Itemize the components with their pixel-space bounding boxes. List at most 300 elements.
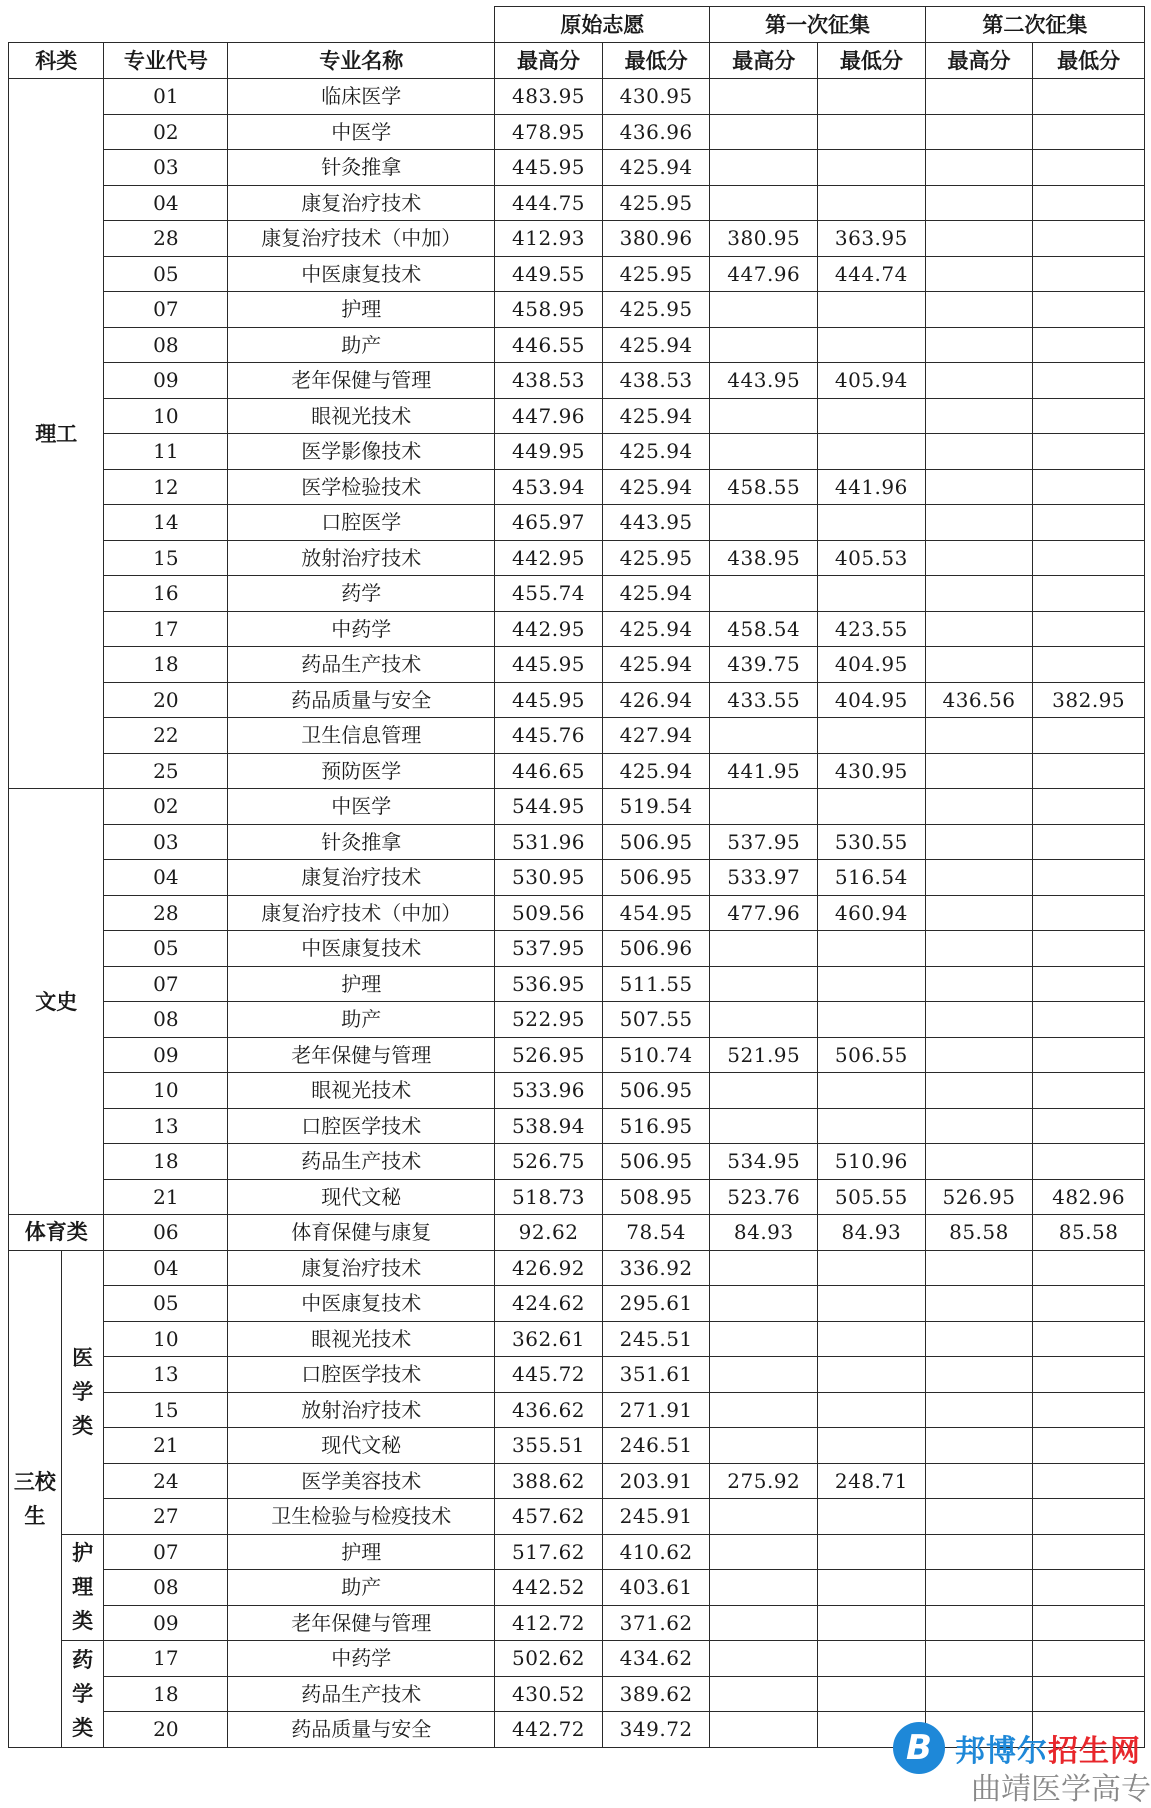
major-code-cell: 27 bbox=[104, 1499, 228, 1535]
score-cell: 295.61 bbox=[602, 1286, 710, 1322]
score-cell: 389.62 bbox=[602, 1676, 710, 1712]
score-cell bbox=[1033, 1641, 1145, 1677]
table-row bbox=[9, 1073, 1145, 1109]
header-group-original: 原始志愿 bbox=[495, 7, 710, 43]
score-cell bbox=[818, 1286, 926, 1322]
score-cell: 388.62 bbox=[495, 1463, 603, 1499]
major-name-cell: 中医康复技术 bbox=[228, 931, 495, 967]
table-row bbox=[9, 1250, 1145, 1286]
score-cell: 443.95 bbox=[710, 363, 818, 399]
score-cell bbox=[818, 1108, 926, 1144]
score-cell: 453.94 bbox=[495, 469, 603, 505]
score-cell: 403.61 bbox=[602, 1570, 710, 1606]
score-cell bbox=[1033, 434, 1145, 470]
score-cell bbox=[925, 895, 1033, 931]
score-cell: 363.95 bbox=[818, 221, 926, 257]
score-cell bbox=[710, 1428, 818, 1464]
score-cell bbox=[925, 647, 1033, 683]
score-cell: 447.96 bbox=[710, 256, 818, 292]
score-cell bbox=[925, 1250, 1033, 1286]
score-cell bbox=[710, 1499, 818, 1535]
score-cell: 433.55 bbox=[710, 682, 818, 718]
score-cell bbox=[710, 1002, 818, 1038]
major-name-cell: 老年保健与管理 bbox=[228, 1037, 495, 1073]
table-row bbox=[9, 1037, 1145, 1073]
header-min: 最低分 bbox=[818, 43, 926, 79]
major-name-cell: 针灸推拿 bbox=[228, 824, 495, 860]
score-cell bbox=[818, 1570, 926, 1606]
score-cell bbox=[710, 1392, 818, 1428]
score-cell bbox=[925, 966, 1033, 1002]
score-cell bbox=[1033, 1676, 1145, 1712]
score-cell bbox=[1033, 114, 1145, 150]
score-cell: 84.93 bbox=[710, 1215, 818, 1251]
score-cell bbox=[1033, 1357, 1145, 1393]
major-code-cell: 13 bbox=[104, 1357, 228, 1393]
table-row bbox=[9, 789, 1145, 825]
score-cell: 425.94 bbox=[602, 753, 710, 789]
score-cell bbox=[710, 185, 818, 221]
header-row-columns bbox=[9, 43, 1145, 79]
score-cell: 425.94 bbox=[602, 434, 710, 470]
header-min: 最低分 bbox=[1033, 43, 1145, 79]
score-cell: 522.95 bbox=[495, 1002, 603, 1038]
score-cell: 404.95 bbox=[818, 647, 926, 683]
score-cell: 447.96 bbox=[495, 398, 603, 434]
major-code-cell: 08 bbox=[104, 1002, 228, 1038]
score-cell bbox=[710, 1321, 818, 1357]
table-row bbox=[9, 505, 1145, 541]
score-cell bbox=[925, 540, 1033, 576]
major-code-cell: 24 bbox=[104, 1463, 228, 1499]
score-cell: 412.93 bbox=[495, 221, 603, 257]
score-cell: 531.96 bbox=[495, 824, 603, 860]
major-name-cell: 医学美容技术 bbox=[228, 1463, 495, 1499]
score-cell: 92.62 bbox=[495, 1215, 603, 1251]
major-code-cell: 02 bbox=[104, 789, 228, 825]
score-cell: 506.96 bbox=[602, 931, 710, 967]
major-code-cell: 07 bbox=[104, 966, 228, 1002]
score-cell bbox=[1033, 1605, 1145, 1641]
major-name-cell: 现代文秘 bbox=[228, 1179, 495, 1215]
score-cell bbox=[818, 185, 926, 221]
score-cell: 544.95 bbox=[495, 789, 603, 825]
score-cell bbox=[925, 1002, 1033, 1038]
score-cell bbox=[710, 966, 818, 1002]
major-name-cell: 医学影像技术 bbox=[228, 434, 495, 470]
major-code-cell: 12 bbox=[104, 469, 228, 505]
score-cell bbox=[818, 1605, 926, 1641]
table-row bbox=[9, 860, 1145, 896]
major-code-cell: 20 bbox=[104, 682, 228, 718]
score-cell: 523.76 bbox=[710, 1179, 818, 1215]
score-cell: 446.55 bbox=[495, 327, 603, 363]
score-cell: 245.51 bbox=[602, 1321, 710, 1357]
score-cell bbox=[925, 1392, 1033, 1428]
score-cell bbox=[925, 1286, 1033, 1322]
site-logo-icon: B bbox=[893, 1722, 945, 1774]
header-max: 最高分 bbox=[495, 43, 603, 79]
score-cell: 445.95 bbox=[495, 682, 603, 718]
score-cell: 533.96 bbox=[495, 1073, 603, 1109]
major-code-cell: 01 bbox=[104, 79, 228, 115]
score-cell: 336.92 bbox=[602, 1250, 710, 1286]
score-cell: 506.95 bbox=[602, 1144, 710, 1180]
score-cell: 445.95 bbox=[495, 150, 603, 186]
score-cell: 511.55 bbox=[602, 966, 710, 1002]
subgroup-cell: 医学类 bbox=[61, 1250, 104, 1534]
table-row bbox=[9, 1108, 1145, 1144]
score-cell bbox=[1033, 1002, 1145, 1038]
score-cell bbox=[1033, 1570, 1145, 1606]
table-row bbox=[9, 1605, 1145, 1641]
score-cell: 425.94 bbox=[602, 327, 710, 363]
score-cell bbox=[925, 505, 1033, 541]
table-row bbox=[9, 185, 1145, 221]
score-cell: 425.94 bbox=[602, 398, 710, 434]
score-cell: 78.54 bbox=[602, 1215, 710, 1251]
score-cell bbox=[925, 1463, 1033, 1499]
major-code-cell: 18 bbox=[104, 647, 228, 683]
table-row bbox=[9, 1463, 1145, 1499]
score-cell: 442.95 bbox=[495, 611, 603, 647]
major-code-cell: 09 bbox=[104, 363, 228, 399]
table-row bbox=[9, 79, 1145, 115]
score-cell: 382.95 bbox=[1033, 682, 1145, 718]
header-name: 专业名称 bbox=[228, 43, 495, 79]
major-code-cell: 02 bbox=[104, 114, 228, 150]
score-cell bbox=[1033, 1428, 1145, 1464]
score-cell: 445.76 bbox=[495, 718, 603, 754]
score-cell bbox=[1033, 398, 1145, 434]
score-cell: 442.72 bbox=[495, 1712, 603, 1748]
table-row bbox=[9, 1002, 1145, 1038]
score-cell bbox=[1033, 1250, 1145, 1286]
score-cell bbox=[925, 753, 1033, 789]
score-cell bbox=[818, 789, 926, 825]
major-code-cell: 14 bbox=[104, 505, 228, 541]
score-cell: 438.53 bbox=[602, 363, 710, 399]
major-code-cell: 05 bbox=[104, 256, 228, 292]
score-cell bbox=[818, 718, 926, 754]
major-name-cell: 放射治疗技术 bbox=[228, 1392, 495, 1428]
score-cell bbox=[1033, 292, 1145, 328]
score-cell: 460.94 bbox=[818, 895, 926, 931]
score-cell bbox=[925, 576, 1033, 612]
score-cell bbox=[818, 292, 926, 328]
major-name-cell: 助产 bbox=[228, 1002, 495, 1038]
table-row bbox=[9, 1215, 1145, 1251]
score-cell bbox=[925, 150, 1033, 186]
table-row bbox=[9, 1321, 1145, 1357]
major-code-cell: 03 bbox=[104, 150, 228, 186]
score-cell: 425.94 bbox=[602, 469, 710, 505]
major-name-cell: 康复治疗技术 bbox=[228, 860, 495, 896]
score-cell bbox=[1033, 505, 1145, 541]
major-code-cell: 10 bbox=[104, 1321, 228, 1357]
major-name-cell: 眼视光技术 bbox=[228, 1321, 495, 1357]
score-cell bbox=[925, 931, 1033, 967]
score-cell bbox=[925, 221, 1033, 257]
table-row bbox=[9, 931, 1145, 967]
score-cell bbox=[818, 1392, 926, 1428]
major-code-cell: 21 bbox=[104, 1428, 228, 1464]
major-name-cell: 眼视光技术 bbox=[228, 1073, 495, 1109]
score-cell bbox=[1033, 363, 1145, 399]
score-cell bbox=[818, 434, 926, 470]
major-code-cell: 10 bbox=[104, 1073, 228, 1109]
major-name-cell: 现代文秘 bbox=[228, 1428, 495, 1464]
score-cell: 506.95 bbox=[602, 1073, 710, 1109]
major-name-cell: 药品质量与安全 bbox=[228, 1712, 495, 1748]
score-cell bbox=[818, 1321, 926, 1357]
score-cell bbox=[1033, 611, 1145, 647]
score-cell bbox=[1033, 647, 1145, 683]
score-cell bbox=[925, 1641, 1033, 1677]
score-cell: 510.74 bbox=[602, 1037, 710, 1073]
score-cell bbox=[1033, 1321, 1145, 1357]
score-cell: 526.95 bbox=[925, 1179, 1033, 1215]
score-cell bbox=[1033, 718, 1145, 754]
score-cell: 446.65 bbox=[495, 753, 603, 789]
score-cell: 425.94 bbox=[602, 150, 710, 186]
table-row bbox=[9, 611, 1145, 647]
score-cell: 426.92 bbox=[495, 1250, 603, 1286]
major-name-cell: 护理 bbox=[228, 292, 495, 328]
score-cell: 449.55 bbox=[495, 256, 603, 292]
score-cell: 427.94 bbox=[602, 718, 710, 754]
score-cell bbox=[925, 718, 1033, 754]
header-category: 科类 bbox=[9, 43, 104, 79]
score-cell bbox=[1033, 789, 1145, 825]
score-cell: 505.55 bbox=[818, 1179, 926, 1215]
table-row bbox=[9, 1534, 1145, 1570]
major-name-cell: 卫生检验与检疫技术 bbox=[228, 1499, 495, 1535]
score-cell: 436.62 bbox=[495, 1392, 603, 1428]
table-row bbox=[9, 718, 1145, 754]
score-cell: 410.62 bbox=[602, 1534, 710, 1570]
score-cell bbox=[925, 434, 1033, 470]
score-cell: 412.72 bbox=[495, 1605, 603, 1641]
score-cell bbox=[925, 185, 1033, 221]
table-row bbox=[9, 895, 1145, 931]
score-cell: 537.95 bbox=[495, 931, 603, 967]
score-cell: 441.95 bbox=[710, 753, 818, 789]
score-cell: 405.94 bbox=[818, 363, 926, 399]
table-row bbox=[9, 647, 1145, 683]
table-row bbox=[9, 1676, 1145, 1712]
score-cell bbox=[710, 1357, 818, 1393]
table-row bbox=[9, 434, 1145, 470]
major-name-cell: 康复治疗技术（中加） bbox=[228, 221, 495, 257]
major-code-cell: 17 bbox=[104, 1641, 228, 1677]
score-cell bbox=[818, 114, 926, 150]
score-cell bbox=[818, 966, 926, 1002]
score-cell bbox=[925, 469, 1033, 505]
score-cell: 438.95 bbox=[710, 540, 818, 576]
score-cell: 84.93 bbox=[818, 1215, 926, 1251]
score-cell bbox=[925, 114, 1033, 150]
score-cell: 425.94 bbox=[602, 611, 710, 647]
score-cell bbox=[1033, 860, 1145, 896]
table-row bbox=[9, 292, 1145, 328]
school-caption: 曲靖医学高专 bbox=[971, 1772, 1151, 1807]
score-cell: 454.95 bbox=[602, 895, 710, 931]
score-cell: 439.75 bbox=[710, 647, 818, 683]
score-cell: 477.96 bbox=[710, 895, 818, 931]
score-cell bbox=[1033, 895, 1145, 931]
score-cell: 445.72 bbox=[495, 1357, 603, 1393]
major-name-cell: 口腔医学技术 bbox=[228, 1108, 495, 1144]
score-cell: 430.95 bbox=[602, 79, 710, 115]
table-header bbox=[9, 7, 1145, 79]
category-cell: 理工 bbox=[9, 79, 104, 789]
score-cell: 436.56 bbox=[925, 682, 1033, 718]
major-name-cell: 康复治疗技术（中加） bbox=[228, 895, 495, 931]
table-row bbox=[9, 1499, 1145, 1535]
major-name-cell: 预防医学 bbox=[228, 753, 495, 789]
score-cell: 502.62 bbox=[495, 1641, 603, 1677]
table-row bbox=[9, 398, 1145, 434]
table-row bbox=[9, 1144, 1145, 1180]
table-row bbox=[9, 1570, 1145, 1606]
score-cell bbox=[710, 1570, 818, 1606]
score-cell bbox=[710, 292, 818, 328]
score-cell: 351.61 bbox=[602, 1357, 710, 1393]
major-name-cell: 药品生产技术 bbox=[228, 1144, 495, 1180]
score-cell bbox=[818, 1641, 926, 1677]
score-cell bbox=[818, 931, 926, 967]
score-cell bbox=[710, 327, 818, 363]
score-cell bbox=[925, 789, 1033, 825]
major-code-cell: 25 bbox=[104, 753, 228, 789]
major-code-cell: 05 bbox=[104, 1286, 228, 1322]
score-cell bbox=[1033, 966, 1145, 1002]
score-cell: 443.95 bbox=[602, 505, 710, 541]
score-cell: 526.75 bbox=[495, 1144, 603, 1180]
table-row bbox=[9, 114, 1145, 150]
score-cell bbox=[710, 1108, 818, 1144]
major-name-cell: 医学检验技术 bbox=[228, 469, 495, 505]
table-row bbox=[9, 150, 1145, 186]
score-cell bbox=[925, 398, 1033, 434]
score-cell: 458.54 bbox=[710, 611, 818, 647]
subgroup-cell: 药学类 bbox=[61, 1641, 104, 1748]
major-code-cell: 04 bbox=[104, 185, 228, 221]
score-cell bbox=[710, 1073, 818, 1109]
score-cell bbox=[925, 1144, 1033, 1180]
header-group-first-call: 第一次征集 bbox=[710, 7, 925, 43]
table-row bbox=[9, 753, 1145, 789]
table-row bbox=[9, 824, 1145, 860]
site-name-accent: 招生网 bbox=[1048, 1734, 1141, 1769]
score-cell bbox=[818, 1002, 926, 1038]
score-cell bbox=[925, 1037, 1033, 1073]
score-cell: 518.73 bbox=[495, 1179, 603, 1215]
score-cell bbox=[925, 1605, 1033, 1641]
header-code: 专业代号 bbox=[104, 43, 228, 79]
score-cell: 85.58 bbox=[1033, 1215, 1145, 1251]
major-code-cell: 13 bbox=[104, 1108, 228, 1144]
score-cell bbox=[818, 1250, 926, 1286]
score-cell: 483.95 bbox=[495, 79, 603, 115]
major-code-cell: 17 bbox=[104, 611, 228, 647]
score-cell: 465.97 bbox=[495, 505, 603, 541]
score-cell: 425.94 bbox=[602, 576, 710, 612]
score-cell bbox=[710, 1286, 818, 1322]
major-name-cell: 药品生产技术 bbox=[228, 647, 495, 683]
table-row bbox=[9, 1357, 1145, 1393]
major-name-cell: 体育保健与康复 bbox=[228, 1215, 495, 1251]
score-cell bbox=[925, 1499, 1033, 1535]
major-name-cell: 老年保健与管理 bbox=[228, 363, 495, 399]
score-cell: 362.61 bbox=[495, 1321, 603, 1357]
score-cell: 85.58 bbox=[925, 1215, 1033, 1251]
score-cell: 455.74 bbox=[495, 576, 603, 612]
score-cell: 442.95 bbox=[495, 540, 603, 576]
score-cell: 506.95 bbox=[602, 824, 710, 860]
score-cell bbox=[818, 79, 926, 115]
score-cell bbox=[1033, 1392, 1145, 1428]
score-cell bbox=[818, 327, 926, 363]
score-cell bbox=[1033, 753, 1145, 789]
score-cell: 349.72 bbox=[602, 1712, 710, 1748]
score-cell bbox=[1033, 185, 1145, 221]
score-cell: 441.96 bbox=[818, 469, 926, 505]
score-cell bbox=[925, 1676, 1033, 1712]
score-cell bbox=[710, 789, 818, 825]
table-row bbox=[9, 327, 1145, 363]
score-cell: 516.54 bbox=[818, 860, 926, 896]
score-cell bbox=[710, 505, 818, 541]
score-cell bbox=[818, 1534, 926, 1570]
score-cell bbox=[925, 363, 1033, 399]
major-name-cell: 老年保健与管理 bbox=[228, 1605, 495, 1641]
score-cell bbox=[710, 718, 818, 754]
score-cell: 521.95 bbox=[710, 1037, 818, 1073]
score-cell bbox=[925, 1534, 1033, 1570]
score-cell: 434.62 bbox=[602, 1641, 710, 1677]
major-name-cell: 药品生产技术 bbox=[228, 1676, 495, 1712]
score-cell: 380.96 bbox=[602, 221, 710, 257]
score-cell: 530.95 bbox=[495, 860, 603, 896]
score-cell: 425.95 bbox=[602, 292, 710, 328]
score-cell: 271.91 bbox=[602, 1392, 710, 1428]
score-cell bbox=[1033, 150, 1145, 186]
major-name-cell: 卫生信息管理 bbox=[228, 718, 495, 754]
score-cell bbox=[818, 505, 926, 541]
score-cell: 245.91 bbox=[602, 1499, 710, 1535]
major-name-cell: 助产 bbox=[228, 327, 495, 363]
category-cell: 文史 bbox=[9, 789, 104, 1215]
score-cell bbox=[710, 1605, 818, 1641]
major-name-cell: 针灸推拿 bbox=[228, 150, 495, 186]
major-code-cell: 11 bbox=[104, 434, 228, 470]
score-cell: 449.95 bbox=[495, 434, 603, 470]
score-cell: 457.62 bbox=[495, 1499, 603, 1535]
score-cell: 530.55 bbox=[818, 824, 926, 860]
score-cell bbox=[1033, 327, 1145, 363]
score-cell: 248.71 bbox=[818, 1463, 926, 1499]
major-code-cell: 16 bbox=[104, 576, 228, 612]
score-cell bbox=[1033, 1073, 1145, 1109]
major-code-cell: 15 bbox=[104, 540, 228, 576]
major-code-cell: 18 bbox=[104, 1144, 228, 1180]
table-row bbox=[9, 363, 1145, 399]
category-cell: 体育类 bbox=[9, 1215, 104, 1251]
score-cell: 482.96 bbox=[1033, 1179, 1145, 1215]
score-cell: 438.53 bbox=[495, 363, 603, 399]
